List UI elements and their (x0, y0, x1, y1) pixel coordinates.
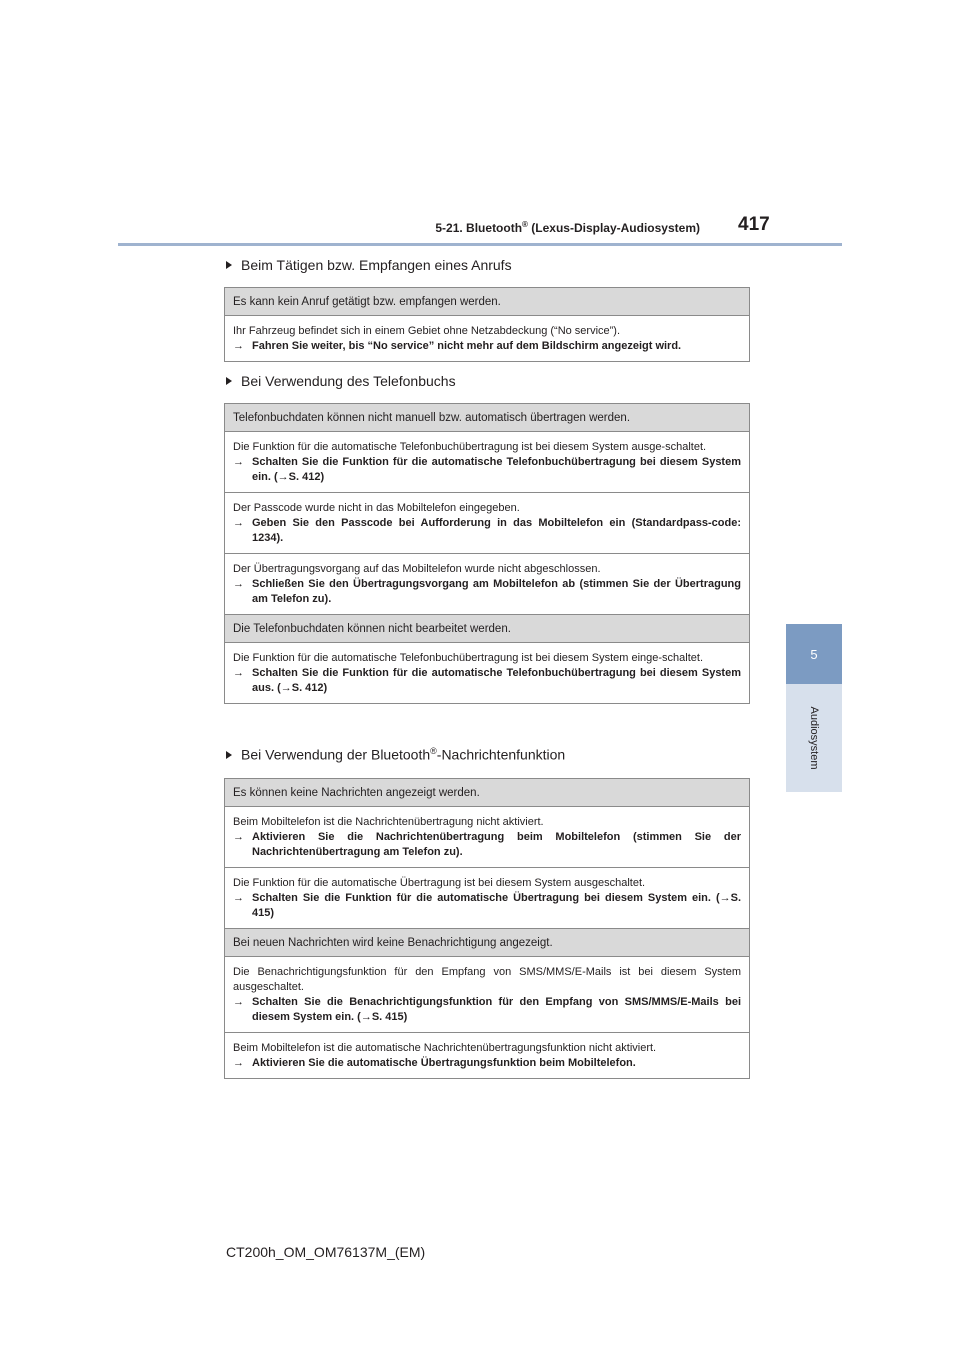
trouble-table-phonebook (224, 403, 750, 704)
section-heading-calls (226, 257, 512, 273)
section-heading-text: Bei Verwendung des Telefonbuchs (241, 373, 456, 389)
section-heading-prefix: Bei Verwendung der Bluetooth (241, 746, 431, 763)
arrow-right-icon: → (233, 517, 244, 529)
remedy (233, 830, 741, 860)
triangle-bullet-icon (226, 377, 232, 385)
remedy (233, 891, 741, 921)
header-divider (118, 243, 842, 246)
remedy-text: Schließen Sie den Übertragungsvorgang am Mobiltelefon ab (stimmen Sie der Übertragung am Telefon zu). (252, 578, 741, 605)
arrow-right-icon: → (233, 667, 244, 679)
arrow-right-icon: → (233, 831, 244, 843)
document-code: CT200h_OM_OM76137M_(EM) (226, 1244, 426, 1260)
page-number: 417 (738, 214, 770, 235)
cause-text: Die Funktion für die automatische Telefonbuchübertragung ist bei diesem System einge-schaltet. (233, 652, 704, 664)
remedy (233, 339, 741, 354)
remedy-text: Schalten Sie die Funktion für die automatische Telefonbuchübertragung bei diesem System ein. (→S. 412) (252, 456, 741, 483)
remedy (233, 666, 741, 696)
cause-remedy-row (225, 643, 749, 703)
problem-title: Es kann kein Anruf getätigt bzw. empfangen werden. (225, 288, 749, 316)
arrow-right-icon: → (233, 996, 244, 1008)
arrow-right-icon: → (233, 340, 244, 352)
trouble-table-calls (224, 287, 750, 362)
cause-text: Die Funktion für die automatische Telefonbuchübertragung ist bei diesem System ausge-schaltet. (233, 441, 707, 453)
cause-remedy-row (225, 1033, 749, 1078)
problem-title: Die Telefonbuchdaten können nicht bearbeitet werden. (225, 615, 749, 643)
triangle-bullet-icon (226, 751, 232, 759)
chapter-tab-number: 5 (786, 624, 842, 684)
header-section-prefix: 5-21. Bluetooth (435, 221, 523, 235)
triangle-bullet-icon (226, 261, 232, 269)
running-header (380, 220, 700, 235)
remedy-text: Aktivieren Sie die Nachrichtenübertragung beim Mobiltelefon (stimmen Sie der Nachrichtenübertragung am Telefon zu). (252, 831, 741, 858)
remedy-text: Geben Sie den Passcode bei Aufforderung in das Mobiltelefon ein (Standardpass-code: 1234). (252, 517, 741, 544)
cause-text: Beim Mobiltelefon ist die automatische Nachrichtenübertragungsfunktion nicht aktiviert. (233, 1042, 657, 1054)
remedy-text: Fahren Sie weiter, bis “No service” nicht mehr auf dem Bildschirm angezeigt wird. (252, 340, 682, 352)
cause-text: Der Übertragungsvorgang auf das Mobiltelefon wurde nicht abgeschlossen. (233, 563, 601, 575)
problem-title: Telefonbuchdaten können nicht manuell bzw. automatisch übertragen werden. (225, 404, 749, 432)
section-heading-text: Beim Tätigen bzw. Empfangen eines Anrufs (241, 257, 512, 273)
arrow-right-icon: → (233, 456, 244, 468)
cause-text: Der Passcode wurde nicht in das Mobiltelefon eingegeben. (233, 502, 520, 514)
section-heading-phonebook (226, 373, 456, 389)
arrow-right-icon: → (233, 892, 244, 904)
remedy (233, 995, 741, 1025)
cause-remedy-row (225, 432, 749, 493)
remedy-text: Aktivieren Sie die automatische Übertragungsfunktion beim Mobiltelefon. (252, 1057, 636, 1069)
cause-remedy-row (225, 554, 749, 615)
cause-text: Die Benachrichtigungsfunktion für den Empfang von SMS/MMS/E-Mails ist bei diesem System ausgeschaltet. (233, 966, 741, 993)
remedy (233, 577, 741, 607)
cause-text: Die Funktion für die automatische Übertragung ist bei diesem System ausgeschaltet. (233, 877, 646, 889)
cause-remedy-row (225, 957, 749, 1033)
trouble-table-messages (224, 778, 750, 1079)
arrow-right-icon: → (233, 578, 244, 590)
section-heading-suffix: -Nachrichtenfunktion (436, 746, 566, 763)
header-section-suffix: (Lexus-Display-Audiosystem) (527, 221, 700, 235)
chapter-tab-label: Audiosystem (808, 706, 820, 770)
remedy-text: Schalten Sie die Benachrichtigungsfunktion für den Empfang von SMS/MMS/E-Mails bei diesem System ein. (→S. 415) (252, 996, 741, 1023)
cause-text: Beim Mobiltelefon ist die Nachrichtenübertragung nicht aktiviert. (233, 816, 544, 828)
remedy-text: Schalten Sie die Funktion für die automatische Übertragung bei diesem System ein. (→S. 415) (252, 892, 741, 919)
remedy (233, 516, 741, 546)
cause-remedy-row (225, 868, 749, 929)
arrow-right-icon: → (233, 1057, 244, 1069)
registered-mark: ® (522, 220, 528, 229)
cause-remedy-row (225, 316, 749, 361)
cause-remedy-row (225, 493, 749, 554)
section-heading-messages (226, 746, 565, 763)
remedy (233, 455, 741, 485)
remedy (233, 1056, 741, 1071)
remedy-text: Schalten Sie die Funktion für die automatische Telefonbuchübertragung bei diesem System aus. (→S. 412) (252, 667, 741, 694)
cause-text: Ihr Fahrzeug befindet sich in einem Gebiet ohne Netzabdeckung (“No service”). (233, 325, 621, 337)
problem-title: Es können keine Nachrichten angezeigt werden. (225, 779, 749, 807)
cause-remedy-row (225, 807, 749, 868)
registered-mark: ® (430, 746, 437, 756)
problem-title: Bei neuen Nachrichten wird keine Benachrichtigung angezeigt. (225, 929, 749, 957)
